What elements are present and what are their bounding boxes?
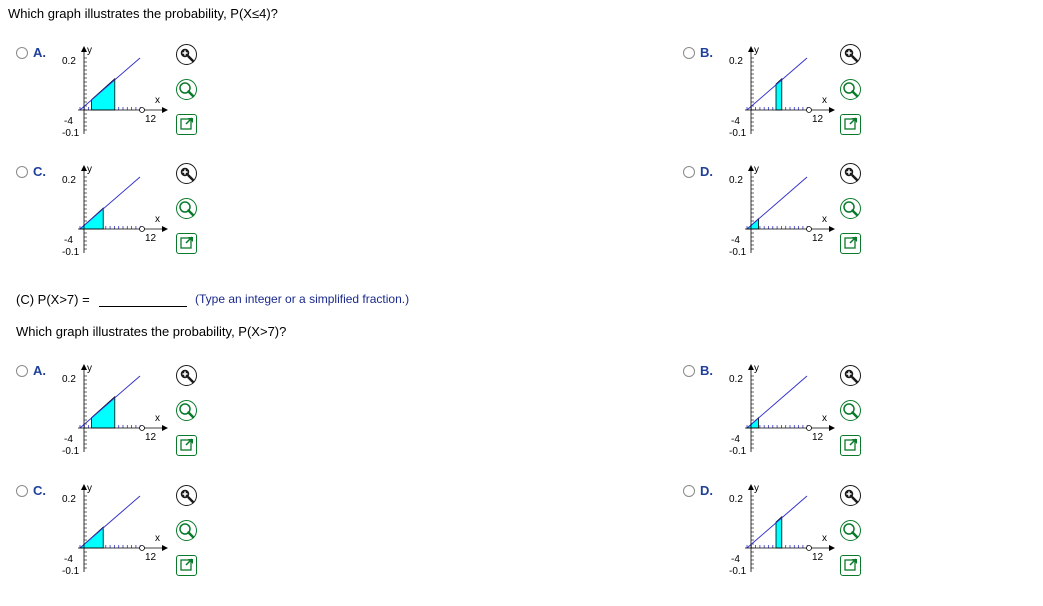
- radio-button[interactable]: [683, 365, 695, 377]
- option-label: C.: [33, 483, 46, 498]
- expand-button[interactable]: [176, 114, 197, 135]
- zoom-in-icon: [177, 486, 196, 505]
- zoom-out-icon: [841, 521, 860, 540]
- x-axis-name: x: [155, 95, 160, 106]
- zoom-in-button[interactable]: [176, 485, 197, 506]
- zoom-in-icon: [841, 164, 860, 183]
- x-tick-label-left: -4: [731, 434, 740, 445]
- density-line: [747, 376, 807, 428]
- graph-svg: [62, 163, 172, 263]
- expand-button[interactable]: [840, 555, 861, 576]
- x-axis-arrow: [829, 545, 835, 551]
- q1-option-c[interactable]: [16, 164, 46, 179]
- x-tick-label-right: 12: [812, 432, 824, 443]
- question-3-text: Which graph illustrates the probability, P(X>7)?: [16, 324, 287, 339]
- expand-button[interactable]: [840, 435, 861, 456]
- zoom-out-button[interactable]: [176, 198, 197, 219]
- zoom-out-button[interactable]: [176, 520, 197, 541]
- graph-svg: [62, 482, 172, 582]
- question-2-prompt: (C) P(X>7) =: [16, 292, 90, 307]
- zoom-in-button[interactable]: [840, 365, 861, 386]
- expand-button[interactable]: [840, 233, 861, 254]
- zoom-in-button[interactable]: [176, 365, 197, 386]
- density-line: [80, 177, 140, 229]
- radio-button[interactable]: [16, 485, 28, 497]
- y-tick-label-bottom: -0.1: [729, 446, 747, 457]
- x-axis-name: x: [822, 214, 827, 225]
- q3-graph-c: [62, 482, 172, 582]
- zoom-out-button[interactable]: [840, 198, 861, 219]
- x-tick-label-right: 12: [145, 114, 157, 125]
- x-tick-label-right: 12: [812, 552, 824, 563]
- zoom-out-button[interactable]: [840, 79, 861, 100]
- graph-svg: [729, 362, 839, 462]
- option-label: A.: [33, 45, 46, 60]
- zoom-in-icon: [841, 45, 860, 64]
- radio-button[interactable]: [16, 166, 28, 178]
- q3-option-d[interactable]: [683, 483, 713, 498]
- zoom-in-icon: [177, 366, 196, 385]
- x-tick-label-right: 12: [145, 233, 157, 244]
- x-tick-label-left: -4: [64, 116, 73, 127]
- x-axis-name: x: [155, 533, 160, 544]
- graph-svg: [729, 44, 839, 144]
- expand-button[interactable]: [176, 233, 197, 254]
- q1-graph-b: [729, 44, 839, 144]
- density-line: [747, 177, 807, 229]
- y-tick-label-bottom: -0.1: [729, 247, 747, 258]
- y-tick-label-bottom: -0.1: [62, 247, 80, 258]
- expand-button[interactable]: [176, 555, 197, 576]
- y-axis-name: y: [754, 363, 759, 374]
- expand-icon: [177, 234, 196, 253]
- y-tick-label-top: 0.2: [729, 374, 743, 385]
- zoom-in-button[interactable]: [840, 485, 861, 506]
- q3-option-c[interactable]: [16, 483, 46, 498]
- y-axis-name: y: [87, 363, 92, 374]
- option-label: D.: [700, 483, 713, 498]
- x-tick-label-left: -4: [64, 434, 73, 445]
- zoom-in-button[interactable]: [176, 163, 197, 184]
- x-axis-arrow: [829, 226, 835, 232]
- radio-button[interactable]: [683, 47, 695, 59]
- x-tick-label-left: -4: [731, 554, 740, 565]
- y-axis-name: y: [754, 45, 759, 56]
- x-tick-label-left: -4: [64, 554, 73, 565]
- x-tick-label-right: 12: [812, 233, 824, 244]
- x-axis-name: x: [822, 533, 827, 544]
- y-tick-label-top: 0.2: [729, 494, 743, 505]
- option-label: D.: [700, 164, 713, 179]
- x-axis-name: x: [155, 214, 160, 225]
- open-endpoint: [140, 546, 145, 551]
- zoom-in-button[interactable]: [176, 44, 197, 65]
- x-axis-name: x: [822, 95, 827, 106]
- zoom-out-icon: [177, 401, 196, 420]
- x-tick-label-right: 12: [812, 114, 824, 125]
- y-tick-label-top: 0.2: [62, 374, 76, 385]
- y-tick-label-top: 0.2: [62, 175, 76, 186]
- x-axis-name: x: [155, 413, 160, 424]
- density-line: [80, 496, 140, 548]
- option-label: A.: [33, 363, 46, 378]
- y-tick-label-bottom: -0.1: [62, 128, 80, 139]
- x-axis-arrow: [829, 425, 835, 431]
- y-axis-name: y: [87, 483, 92, 494]
- x-axis-arrow: [162, 226, 168, 232]
- expand-icon: [841, 436, 860, 455]
- x-axis-name: x: [822, 413, 827, 424]
- expand-button[interactable]: [176, 435, 197, 456]
- radio-button[interactable]: [16, 365, 28, 377]
- expand-button[interactable]: [840, 114, 861, 135]
- q3-graph-b: [729, 362, 839, 462]
- q3-graph-d: [729, 482, 839, 582]
- q3-graph-a: [62, 362, 172, 462]
- expand-icon: [841, 556, 860, 575]
- zoom-out-button[interactable]: [840, 520, 861, 541]
- graph-svg: [729, 482, 839, 582]
- y-tick-label-bottom: -0.1: [62, 446, 80, 457]
- answer-hint: (Type an integer or a simplified fraction.): [195, 292, 410, 306]
- answer-input[interactable]: [99, 306, 187, 307]
- x-axis-arrow: [162, 425, 168, 431]
- q3-option-a[interactable]: [16, 363, 46, 378]
- x-axis-arrow: [162, 545, 168, 551]
- y-tick-label-bottom: -0.1: [62, 566, 80, 577]
- q1-option-a[interactable]: [16, 45, 46, 60]
- expand-icon: [841, 234, 860, 253]
- x-tick-label-right: 12: [145, 432, 157, 443]
- radio-button[interactable]: [683, 166, 695, 178]
- q1-graph-c: [62, 163, 172, 263]
- graph-svg: [62, 362, 172, 462]
- y-axis-name: y: [87, 164, 92, 175]
- zoom-out-icon: [177, 80, 196, 99]
- zoom-in-icon: [841, 486, 860, 505]
- y-tick-label-top: 0.2: [729, 175, 743, 186]
- option-label: C.: [33, 164, 46, 179]
- x-tick-label-left: -4: [731, 116, 740, 127]
- open-endpoint: [807, 546, 812, 551]
- x-axis-arrow: [162, 107, 168, 113]
- x-tick-label-left: -4: [731, 235, 740, 246]
- expand-icon: [841, 115, 860, 134]
- x-tick-label-left: -4: [64, 235, 73, 246]
- radio-button[interactable]: [16, 47, 28, 59]
- zoom-out-icon: [177, 521, 196, 540]
- zoom-in-icon: [841, 366, 860, 385]
- graph-svg: [62, 44, 172, 144]
- y-tick-label-bottom: -0.1: [729, 128, 747, 139]
- zoom-out-icon: [841, 199, 860, 218]
- zoom-in-button[interactable]: [840, 44, 861, 65]
- question-1-text: Which graph illustrates the probability, P(X≤4)?: [8, 6, 278, 21]
- expand-icon: [177, 436, 196, 455]
- zoom-in-icon: [177, 164, 196, 183]
- y-tick-label-top: 0.2: [729, 56, 743, 67]
- graph-svg: [729, 163, 839, 263]
- y-axis-name: y: [754, 164, 759, 175]
- zoom-out-button[interactable]: [176, 79, 197, 100]
- open-endpoint: [140, 227, 145, 232]
- zoom-out-icon: [177, 199, 196, 218]
- open-endpoint: [807, 108, 812, 113]
- x-tick-label-right: 12: [145, 552, 157, 563]
- y-axis-name: y: [87, 45, 92, 56]
- q1-graph-d: [729, 163, 839, 263]
- zoom-out-icon: [841, 80, 860, 99]
- y-tick-label-top: 0.2: [62, 56, 76, 67]
- open-endpoint: [140, 108, 145, 113]
- option-label: B.: [700, 45, 713, 60]
- option-label: B.: [700, 363, 713, 378]
- q1-option-b[interactable]: [683, 45, 713, 60]
- zoom-in-button[interactable]: [840, 163, 861, 184]
- q1-graph-a: [62, 44, 172, 144]
- q1-option-d[interactable]: [683, 164, 713, 179]
- radio-button[interactable]: [683, 485, 695, 497]
- zoom-in-icon: [177, 45, 196, 64]
- expand-icon: [177, 556, 196, 575]
- zoom-out-button[interactable]: [840, 400, 861, 421]
- open-endpoint: [807, 426, 812, 431]
- open-endpoint: [140, 426, 145, 431]
- x-axis-arrow: [829, 107, 835, 113]
- zoom-out-button[interactable]: [176, 400, 197, 421]
- open-endpoint: [807, 227, 812, 232]
- y-tick-label-bottom: -0.1: [729, 566, 747, 577]
- y-axis-name: y: [754, 483, 759, 494]
- expand-icon: [177, 115, 196, 134]
- q3-option-b[interactable]: [683, 363, 713, 378]
- zoom-out-icon: [841, 401, 860, 420]
- y-tick-label-top: 0.2: [62, 494, 76, 505]
